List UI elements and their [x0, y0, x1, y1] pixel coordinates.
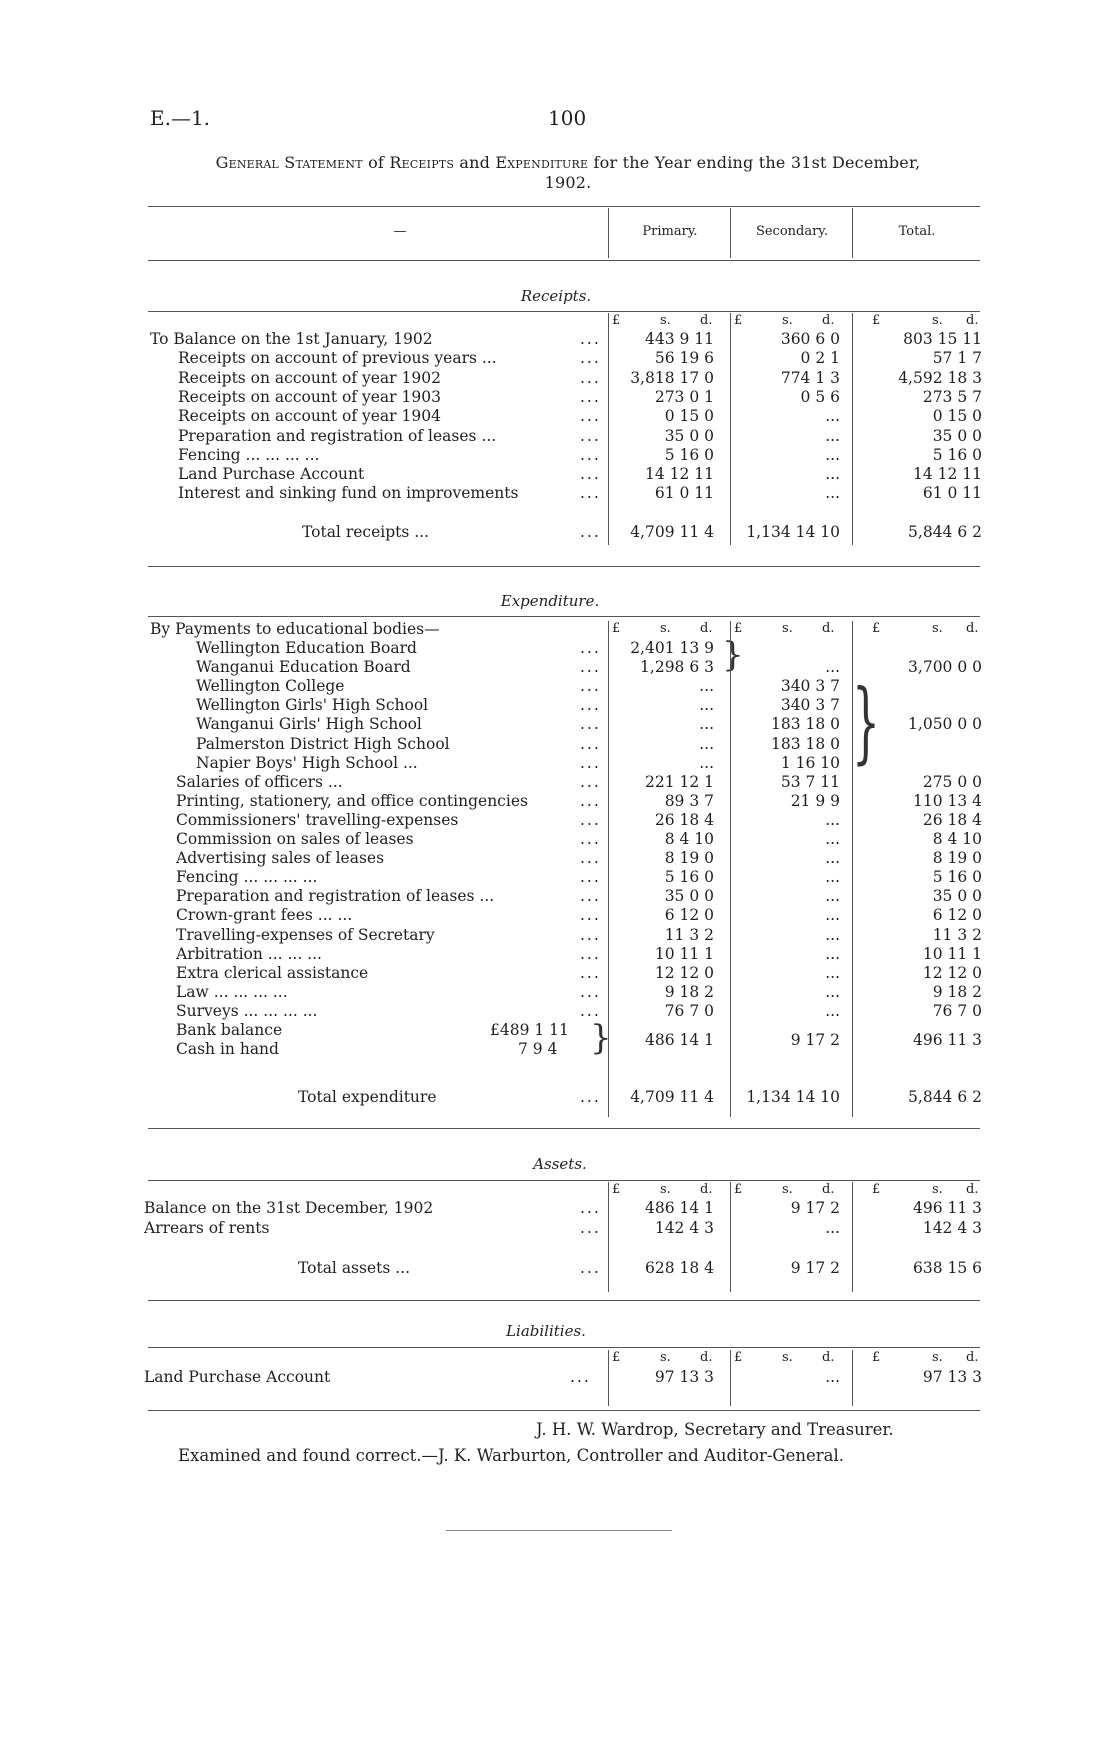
col-divider — [852, 208, 853, 258]
secondary-amount: ... — [825, 849, 840, 868]
row-label: Preparation and registration of leases ... — [178, 426, 497, 445]
total-amount: 5 16 0 — [932, 445, 982, 464]
leader-dots: ... — [580, 734, 601, 753]
leader-dots: ... — [580, 906, 601, 925]
primary-amount: 10 11 1 — [654, 944, 714, 963]
total-amount: 76 7 0 — [932, 1001, 982, 1020]
bank-balance-label: Bank balance — [176, 1021, 283, 1039]
currency-pence-label: d. — [822, 621, 835, 636]
asset-row — [0, 1199, 1114, 1218]
primary-amount: ... — [699, 715, 714, 734]
section-rule — [148, 1300, 980, 1301]
total-amount: 0 15 0 — [932, 407, 982, 426]
col-divider — [608, 208, 609, 258]
expenditure-row — [0, 849, 1114, 868]
end-rule — [446, 1530, 672, 1531]
total-amount: 803 15 11 — [903, 330, 982, 348]
primary-amount: 56 19 6 — [654, 349, 714, 368]
currency-pence-label: d. — [966, 313, 979, 328]
total-amount: 8 19 0 — [932, 849, 982, 868]
expenditure-row — [0, 830, 1114, 849]
currency-pound-label: £ — [872, 1182, 881, 1197]
primary-amount: 14 12 11 — [644, 465, 714, 484]
row-label: Palmerston District High School — [196, 734, 450, 753]
secondary-amount: 1,134 14 10 — [746, 523, 840, 541]
secondary-amount: ... — [825, 445, 840, 464]
receipt-row — [0, 446, 1114, 465]
leader-dots: ... — [580, 330, 601, 348]
row-label: Commission on sales of leases — [176, 830, 414, 848]
expenditure-intro — [0, 620, 1114, 639]
primary-amount: 9 18 2 — [664, 982, 714, 1001]
expenditure-row — [0, 735, 1114, 754]
leader-dots: ... — [580, 849, 601, 868]
signature-auditor: Examined and found correct.—J. K. Warburton, Controller and Auditor-General. — [178, 1446, 845, 1465]
row-label: Total expenditure — [298, 1088, 437, 1106]
row-label: Advertising sales of leases — [176, 849, 385, 868]
secondary-amount: ... — [825, 810, 840, 829]
secondary-amount: ... — [825, 982, 840, 1001]
currency-pound-label: £ — [734, 621, 743, 636]
row-label: Preparation and registration of leases ... — [176, 887, 495, 906]
assets-total-row — [0, 1259, 1114, 1278]
title-expenditure: Expenditure — [495, 153, 589, 172]
expenditure-row — [0, 983, 1114, 1002]
section-rule — [148, 311, 980, 312]
row-label: Total receipts ... — [302, 523, 430, 541]
secondary-amount: 340 3 7 — [780, 696, 840, 715]
total-amount: 142 4 3 — [922, 1218, 982, 1237]
total-amount: 496 11 3 — [912, 1199, 982, 1217]
brace-right: } — [852, 670, 880, 773]
currency-pound-label: £ — [734, 1350, 743, 1365]
leader-dots: ... — [580, 484, 601, 503]
primary-amount: 76 7 0 — [664, 1001, 714, 1020]
currency-shilling-label: s. — [782, 1182, 793, 1197]
title-of: of — [368, 153, 385, 172]
col-divider — [852, 621, 853, 1117]
total-amount: 97 13 3 — [922, 1368, 982, 1386]
currency-pound-label: £ — [872, 1350, 881, 1365]
leader-dots: ... — [580, 944, 601, 963]
col-divider — [730, 621, 731, 1117]
bank-balance-amount: £489 1 11 — [490, 1021, 569, 1039]
leader-dots: ... — [580, 1001, 601, 1020]
statement-title — [148, 153, 988, 193]
secondary-amount: ... — [825, 1368, 840, 1386]
secondary-amount: 9 17 2 — [790, 1199, 840, 1217]
leader-dots: ... — [580, 963, 601, 982]
section-rule — [148, 616, 980, 617]
total-amount: 35 0 0 — [932, 426, 982, 445]
row-label: Wanganui Education Board — [196, 658, 411, 677]
row-label: To Balance on the 1st January, 1902 — [150, 330, 433, 348]
primary-amount: 0 15 0 — [664, 407, 714, 426]
signature-secretary: J. H. W. Wardrop, Secretary and Treasurer. — [536, 1420, 894, 1439]
page-number: 100 — [548, 106, 587, 130]
col-head-secondary: Secondary. — [755, 224, 829, 239]
row-label: Land Purchase Account — [178, 465, 365, 484]
expenditure-row — [0, 964, 1114, 983]
col-divider — [730, 1350, 731, 1406]
secondary-amount: 9 17 2 — [790, 1031, 840, 1049]
secondary-amount: 0 5 6 — [800, 387, 840, 406]
secondary-amount: 1,134 14 10 — [746, 1088, 840, 1106]
row-label: Land Purchase Account — [144, 1368, 331, 1386]
col-divider — [608, 1350, 609, 1406]
row-label: Wellington Girls' High School — [196, 696, 429, 715]
leader-dots: ... — [580, 349, 601, 368]
primary-amount: 4,709 11 4 — [630, 1088, 714, 1106]
secondary-amount: ... — [825, 963, 840, 982]
asset-row — [0, 1219, 1114, 1238]
total-amount: 12 12 0 — [922, 963, 982, 982]
expenditure-row — [0, 811, 1114, 830]
leader-dots: ... — [580, 791, 601, 810]
row-label: Wellington Education Board — [196, 639, 417, 657]
row-label: Fencing ... ... ... ... — [178, 445, 320, 464]
total-amount: 275 0 0 — [922, 772, 982, 791]
primary-amount: ... — [699, 753, 714, 772]
secondary-amount: 1 16 10 — [780, 753, 840, 772]
expenditure-total-row — [0, 1088, 1114, 1107]
secondary-amount: ... — [825, 658, 840, 677]
leader-dots: ... — [580, 387, 601, 406]
leader-dots: ... — [580, 407, 601, 426]
receipt-row — [0, 330, 1114, 349]
section-rule — [148, 566, 980, 567]
expenditure-row — [0, 696, 1114, 715]
primary-amount: 142 4 3 — [654, 1218, 714, 1237]
currency-shilling-label: s. — [932, 1182, 943, 1197]
total-amount: 3,700 0 0 — [908, 658, 982, 677]
primary-amount: 1,298 6 3 — [640, 658, 714, 677]
title-general-statement: General Statement — [215, 153, 363, 172]
currency-pound-label: £ — [612, 1350, 621, 1365]
cash-in-hand-amount: 7 9 4 — [518, 1040, 558, 1058]
section-rule — [148, 1347, 980, 1348]
primary-amount: 628 18 4 — [644, 1259, 714, 1277]
expenditure-intro-label: By Payments to educational bodies— — [150, 620, 440, 638]
secondary-amount: ... — [825, 407, 840, 426]
row-label: Receipts on account of previous years ... — [178, 349, 497, 368]
secondary-amount: 183 18 0 — [770, 734, 840, 753]
row-label: Extra clerical assistance — [176, 963, 369, 982]
receipts-heading: Receipts. — [520, 287, 592, 305]
total-amount: 1,050 0 0 — [908, 715, 982, 734]
row-label: Law ... ... ... ... — [176, 982, 288, 1001]
secondary-amount: ... — [825, 906, 840, 925]
secondary-amount: 183 18 0 — [770, 715, 840, 734]
document-reference: E.—1. — [150, 106, 211, 130]
primary-amount: 11 3 2 — [664, 925, 714, 944]
assets-heading: Assets. — [533, 1155, 587, 1173]
primary-amount: 486 14 1 — [644, 1031, 714, 1049]
row-label: Printing, stationery, and office contingencies — [176, 791, 528, 810]
secondary-amount: ... — [825, 1001, 840, 1020]
currency-pound-label: £ — [872, 621, 881, 636]
currency-pound-label: £ — [872, 313, 881, 328]
total-amount: 61 0 11 — [922, 484, 982, 503]
total-amount: 496 11 3 — [912, 1031, 982, 1049]
primary-amount: ... — [699, 696, 714, 715]
currency-pence-label: d. — [700, 313, 713, 328]
leader-dots: ... — [580, 658, 601, 677]
leader-dots: ... — [570, 1368, 591, 1386]
cash-in-hand-label: Cash in hand — [176, 1040, 279, 1058]
col-head-total: Total. — [898, 224, 936, 239]
secondary-amount: ... — [825, 465, 840, 484]
receipt-row — [0, 465, 1114, 484]
expenditure-row — [0, 945, 1114, 964]
total-amount: 8 4 10 — [932, 830, 982, 848]
leader-dots: ... — [580, 772, 601, 791]
leader-dots: ... — [580, 1199, 601, 1217]
total-amount: 5,844 6 2 — [908, 1088, 982, 1106]
currency-pence-label: d. — [966, 621, 979, 636]
currency-pence-label: d. — [822, 313, 835, 328]
col-divider — [852, 313, 853, 545]
expenditure-row — [0, 887, 1114, 906]
primary-amount: 221 12 1 — [644, 772, 714, 791]
liability-row — [0, 1368, 1114, 1387]
primary-amount: 8 4 10 — [664, 830, 714, 848]
table-head-rule — [148, 260, 980, 261]
currency-pence-label: d. — [700, 1182, 713, 1197]
expenditure-row — [0, 754, 1114, 773]
table-top-rule — [148, 206, 980, 207]
title-and: and — [459, 153, 491, 172]
section-rule — [148, 1128, 980, 1129]
currency-shilling-label: s. — [660, 1350, 671, 1365]
primary-amount: 12 12 0 — [654, 963, 714, 982]
primary-amount: 443 9 11 — [644, 330, 714, 348]
secondary-amount: 360 6 0 — [780, 330, 840, 348]
receipt-row — [0, 369, 1114, 388]
secondary-amount: ... — [825, 484, 840, 503]
title-suffix: for the Year ending the 31st December, — [593, 153, 921, 172]
leader-dots: ... — [580, 1218, 601, 1237]
primary-amount: 35 0 0 — [664, 887, 714, 906]
currency-pound-label: £ — [612, 621, 621, 636]
primary-amount: 4,709 11 4 — [630, 523, 714, 541]
currency-pence-label: d. — [822, 1350, 835, 1365]
primary-amount: 2,401 13 9 — [630, 639, 714, 657]
leader-dots: ... — [580, 982, 601, 1001]
col-divider — [730, 313, 731, 545]
leader-dots: ... — [580, 465, 601, 484]
total-amount: 5 16 0 — [932, 868, 982, 887]
leader-dots: ... — [580, 677, 601, 696]
section-rule — [148, 1180, 980, 1181]
currency-shilling-label: s. — [932, 1350, 943, 1365]
total-amount: 5,844 6 2 — [908, 523, 982, 541]
row-label: Wellington College — [196, 677, 345, 696]
receipt-row — [0, 349, 1114, 368]
leader-dots: ... — [580, 696, 601, 715]
row-label: Surveys ... ... ... ... — [176, 1001, 318, 1020]
row-label: Receipts on account of year 1904 — [178, 407, 441, 426]
row-label: Total assets ... — [298, 1259, 411, 1277]
col-divider — [608, 621, 609, 1117]
secondary-amount: ... — [825, 944, 840, 963]
secondary-amount: 21 9 9 — [790, 791, 840, 810]
secondary-amount: 340 3 7 — [780, 677, 840, 696]
title-receipts: Receipts — [389, 153, 455, 172]
col-head-primary: Primary. — [642, 224, 698, 239]
secondary-amount: 9 17 2 — [790, 1259, 840, 1277]
currency-pence-label: d. — [822, 1182, 835, 1197]
currency-pence-label: d. — [700, 621, 713, 636]
row-label: Fencing ... ... ... ... — [176, 868, 318, 887]
expenditure-row — [0, 792, 1114, 811]
total-amount: 6 12 0 — [932, 906, 982, 925]
expenditure-row — [0, 658, 1114, 677]
col-divider — [608, 313, 609, 545]
col-divider — [852, 1350, 853, 1406]
expenditure-heading: Expenditure. — [500, 592, 600, 610]
secondary-amount: ... — [825, 426, 840, 445]
expenditure-row — [0, 868, 1114, 887]
primary-amount: 5 16 0 — [664, 868, 714, 887]
leader-dots: ... — [580, 368, 601, 387]
currency-shilling-label: s. — [660, 313, 671, 328]
currency-pound-label: £ — [612, 1182, 621, 1197]
expenditure-row — [0, 677, 1114, 696]
row-label: Salaries of officers ... — [176, 772, 343, 791]
primary-amount: 273 0 1 — [654, 387, 714, 406]
primary-amount: ... — [699, 734, 714, 753]
row-label: Crown-grant fees ... ... — [176, 906, 353, 925]
primary-amount: 61 0 11 — [654, 484, 714, 503]
currency-pence-label: d. — [700, 1350, 713, 1365]
currency-shilling-label: s. — [660, 621, 671, 636]
primary-amount: 97 13 3 — [654, 1368, 714, 1386]
row-label: Arbitration ... ... ... — [176, 944, 322, 963]
currency-pound-label: £ — [734, 1182, 743, 1197]
expenditure-row — [0, 906, 1114, 925]
receipt-row — [0, 427, 1114, 446]
leader-dots: ... — [580, 445, 601, 464]
expenditure-row — [0, 715, 1114, 734]
leader-dots: ... — [580, 426, 601, 445]
total-amount: 11 3 2 — [932, 925, 982, 944]
primary-amount: 6 12 0 — [664, 906, 714, 925]
total-amount: 4,592 18 3 — [898, 368, 982, 387]
leader-dots: ... — [580, 868, 601, 887]
primary-amount: ... — [699, 677, 714, 696]
receipt-row — [0, 407, 1114, 426]
currency-shilling-label: s. — [782, 621, 793, 636]
leader-dots: ... — [580, 715, 601, 734]
col-divider — [730, 208, 731, 258]
secondary-amount: ... — [825, 868, 840, 887]
row-label: Receipts on account of year 1903 — [178, 387, 441, 406]
leader-dots: ... — [580, 810, 601, 829]
currency-shilling-label: s. — [932, 621, 943, 636]
leader-dots: ... — [580, 1259, 601, 1277]
primary-amount: 3,818 17 0 — [630, 368, 714, 387]
total-amount: 14 12 11 — [912, 465, 982, 484]
total-amount: 35 0 0 — [932, 887, 982, 906]
total-amount: 57 1 7 — [932, 349, 982, 368]
secondary-amount: ... — [825, 1218, 840, 1237]
total-amount: 273 5 7 — [922, 387, 982, 406]
table-bottom-rule — [148, 1410, 980, 1411]
secondary-amount: ... — [825, 887, 840, 906]
row-label: Interest and sinking fund on improvements — [178, 484, 519, 503]
row-label: Commissioners' travelling-expenses — [176, 810, 459, 829]
row-label: Wanganui Girls' High School — [196, 715, 422, 734]
receipt-row — [0, 484, 1114, 503]
currency-shilling-label: s. — [782, 313, 793, 328]
receipt-row — [0, 388, 1114, 407]
currency-pence-label: d. — [966, 1350, 979, 1365]
leader-dots: ... — [580, 523, 601, 541]
primary-amount: 89 3 7 — [664, 791, 714, 810]
leader-dots: ... — [580, 830, 601, 848]
leader-dots: ... — [580, 753, 601, 772]
currency-shilling-label: s. — [782, 1350, 793, 1365]
liabilities-heading: Liabilities. — [506, 1322, 586, 1340]
expenditure-row — [0, 926, 1114, 945]
brace-right: } — [590, 1018, 612, 1058]
receipts-total-row — [0, 523, 1114, 542]
secondary-amount: 774 1 3 — [780, 368, 840, 387]
leader-dots: ... — [580, 639, 601, 657]
bank-cash-amount-row — [0, 1031, 1114, 1050]
total-amount: 638 15 6 — [912, 1259, 982, 1277]
currency-shilling-label: s. — [932, 313, 943, 328]
row-label: Napier Boys' High School ... — [196, 753, 418, 772]
primary-amount: 8 19 0 — [664, 849, 714, 868]
primary-amount: 5 16 0 — [664, 445, 714, 464]
brace-right: } — [722, 635, 744, 675]
secondary-amount: 0 2 1 — [800, 349, 840, 368]
leader-dots: ... — [580, 925, 601, 944]
expenditure-row — [0, 639, 1114, 658]
primary-amount: 26 18 4 — [654, 810, 714, 829]
currency-pence-label: d. — [966, 1182, 979, 1197]
total-amount: 9 18 2 — [932, 982, 982, 1001]
secondary-amount: ... — [825, 925, 840, 944]
expenditure-row — [0, 773, 1114, 792]
total-amount: 110 13 4 — [912, 791, 982, 810]
total-amount: 10 11 1 — [922, 944, 982, 963]
expenditure-row — [0, 1002, 1114, 1021]
row-label: Balance on the 31st December, 1902 — [144, 1199, 434, 1217]
secondary-amount: ... — [825, 830, 840, 848]
title-year: 1902. — [544, 173, 592, 192]
total-amount: 26 18 4 — [922, 810, 982, 829]
currency-pound-label: £ — [734, 313, 743, 328]
leader-dots: ... — [580, 887, 601, 906]
currency-shilling-label: s. — [660, 1182, 671, 1197]
col-head-blank: — — [393, 224, 407, 239]
row-label: Travelling-expenses of Secretary — [176, 925, 435, 944]
primary-amount: 35 0 0 — [664, 426, 714, 445]
primary-amount: 486 14 1 — [644, 1199, 714, 1217]
currency-pound-label: £ — [612, 313, 621, 328]
leader-dots: ... — [580, 1088, 601, 1106]
row-label: Receipts on account of year 1902 — [178, 368, 441, 387]
secondary-amount: 53 7 11 — [780, 772, 840, 791]
row-label: Arrears of rents — [144, 1218, 270, 1237]
